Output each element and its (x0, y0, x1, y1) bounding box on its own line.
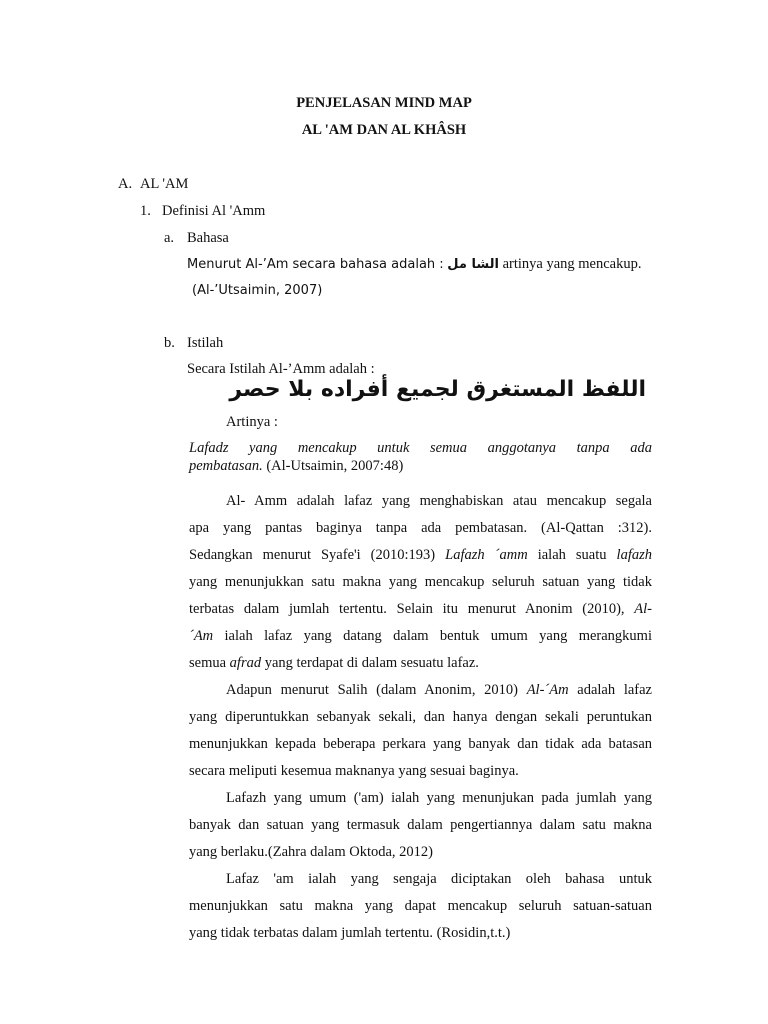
arabic-word: الشا مل (447, 257, 499, 272)
istilah-intro (187, 362, 375, 377)
document-title: PENJELASAN MIND MAP (296, 95, 472, 111)
istilah-intro-text: Secara Istilah Al-’Amm adalah : (187, 361, 375, 377)
p1-l3-a: Sedangkan menurut Syafe'i (2010:193) (189, 547, 436, 563)
meaning-line-2 (189, 459, 403, 474)
p1-l7-b: afrad (229, 655, 262, 671)
p1-l6-b: ialah lafaz yang datang dalam bentuk umum yang merangkumi (224, 628, 652, 644)
sub-b-label: Istilah (187, 335, 224, 351)
p1-l6-a: ´Am (189, 628, 214, 644)
sub-a-label: Bahasa (187, 230, 229, 246)
p1-l3-c: ialah suatu (537, 547, 607, 563)
bahasa-line-prefix: Menurut Al-’Am secara bahasa adalah : (187, 257, 444, 272)
p3-line-3: yang berlaku.(Zahra dalam Oktoda, 2012) (189, 844, 433, 860)
p2-line-1 (226, 683, 652, 698)
p2-line-2: yang diperuntukkan sebanyak sekali, dan hanya dengan sekali peruntukan (189, 709, 652, 725)
bahasa-citation: (Al-’Utsaimin, 2007) (192, 283, 323, 298)
p2-l1-c: adalah lafaz (577, 682, 652, 698)
section-a-label: AL 'AM (140, 176, 189, 192)
arabic-definition: اللفظ المستغرق لجميع أفراده بلا حصر (229, 376, 646, 402)
p2-line-3: menunjukkan kepada beberapa perkara yang banyak dan tidak ada batasan (189, 736, 652, 752)
p1-l5-a: terbatas dalam jumlah tertentu. Selain itu menurut Anonim (2010), (189, 601, 625, 617)
sub-b-marker: b. (164, 335, 175, 351)
p1-line-1: Al- Amm adalah lafaz yang menghabiskan atau mencakup segala (226, 493, 652, 509)
item-1-marker: 1. (140, 203, 151, 219)
p4-line-2: menunjukkan satu makna yang dapat mencakup seluruh satuan-satuan (189, 898, 652, 914)
meaning-line-2-italic: pembatasan. (189, 458, 263, 474)
p1-l7-a: semua (189, 655, 227, 671)
section-a-marker: A. (118, 176, 133, 192)
p1-line-2: apa yang pantas baginya tanpa ada pembatasan. (Al-Qattan :312). (189, 520, 652, 536)
p4-line-1: Lafaz 'am ialah yang sengaja diciptakan oleh bahasa untuk (226, 871, 652, 887)
p1-line-4: yang menunjukkan satu makna yang mencakup seluruh satuan yang tidak (189, 574, 652, 590)
bahasa-line-suffix: artinya yang mencakup. (498, 256, 642, 272)
p2-l1-a: Adapun menurut Salih (dalam Anonim, 2010) (226, 682, 518, 698)
artinya-label: Artinya : (226, 414, 278, 430)
p2-l1-b: Al-´Am (526, 682, 569, 698)
p2-line-4: secara meliputi kesemua maknanya yang sesuai baginya. (189, 763, 519, 779)
p4-line-3: yang tidak terbatas dalam jumlah tertentu. (Rosidin,t.t.) (189, 925, 511, 941)
p1-line-7 (189, 656, 652, 671)
meaning-line-1: Lafadz yang mencakup untuk semua anggotanya tanpa ada (189, 440, 652, 456)
sub-a-marker: a. (164, 230, 175, 246)
p3-line-1: Lafazh yang umum ('am) ialah yang menunjukan pada jumlah yang (226, 790, 652, 806)
bahasa-line (187, 257, 641, 272)
item-1-label: Definisi Al 'Amm (162, 203, 266, 219)
p1-l3-b: Lafazh ´amm (445, 547, 528, 563)
document-subtitle: AL 'AM DAN AL KHÂSH (301, 122, 467, 138)
p1-line-3 (189, 548, 652, 563)
p1-l5-b: Al- (634, 601, 652, 617)
meaning-line-2-citation: (Al-Utsaimin, 2007:48) (262, 458, 404, 474)
p1-line-5 (189, 602, 652, 617)
p3-line-2: banyak dan satuan yang termasuk dalam pengertiannya dalam satu makna (189, 817, 652, 833)
p1-line-6 (189, 629, 652, 644)
p1-l3-d: lafazh (616, 547, 652, 563)
p1-l7-c: yang terdapat di dalam sesuatu lafaz. (264, 655, 479, 671)
